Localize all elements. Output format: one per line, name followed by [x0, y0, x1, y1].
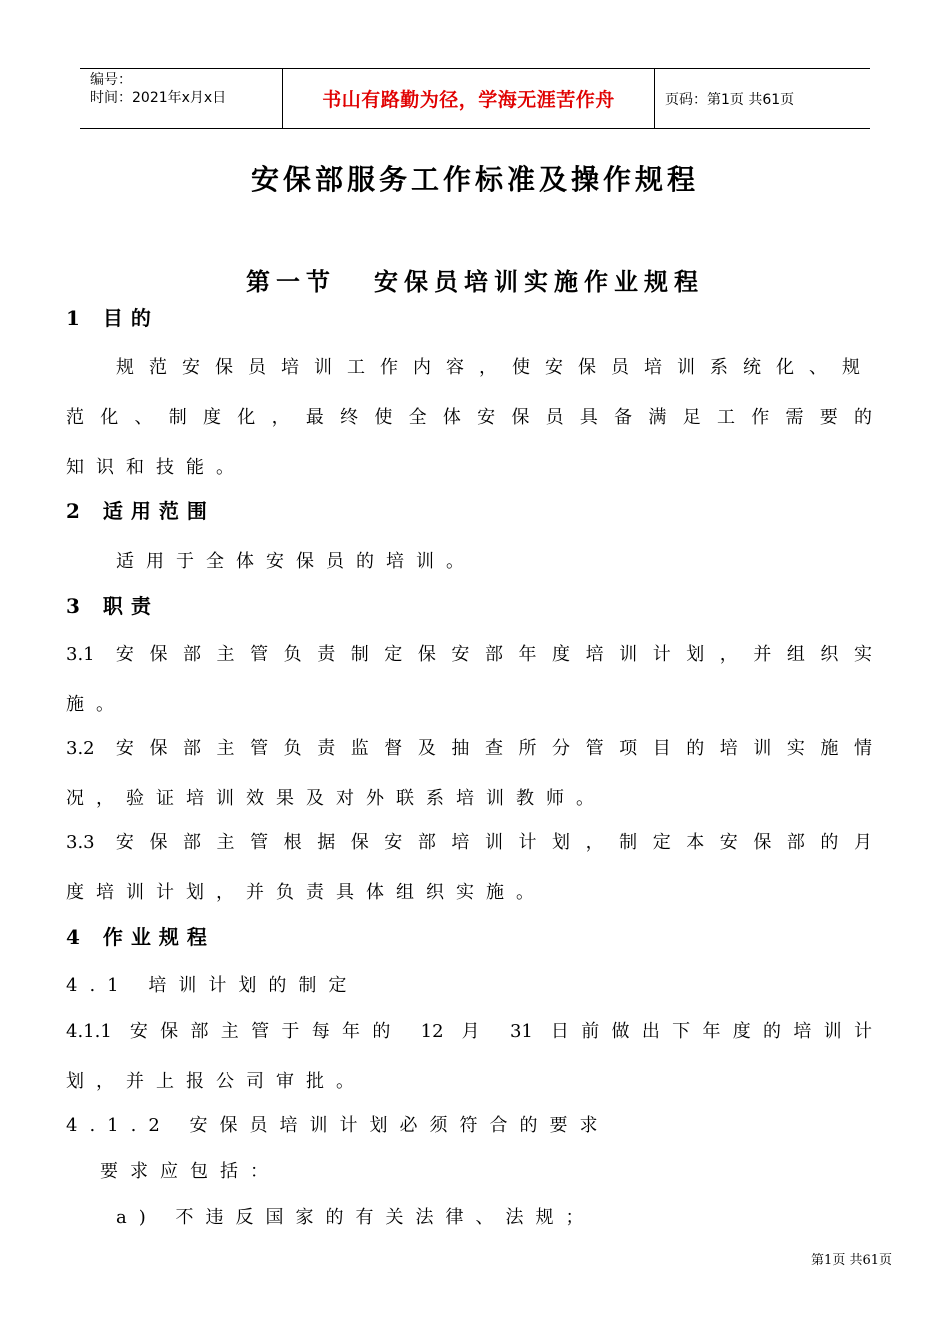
duty-1-line-2: 施。 — [66, 694, 126, 715]
header-motto: 书山有路勤为径，学海无涯苦作舟 — [322, 89, 615, 111]
requirements-intro: 要求应包括： — [100, 1161, 280, 1182]
purpose-line-2: 范化、制度化，最终使全体安保员具备满足工作需要的 — [66, 407, 872, 428]
page-header — [80, 68, 870, 129]
purpose-line-3: 知识和技能。 — [66, 457, 246, 478]
page-footer: 第1页 共61页 — [811, 1253, 892, 1268]
section-name: 安保员培训实施作业规程 — [374, 267, 704, 296]
duty-2-line-2: 况，验证培训效果及对外联系培训教师。 — [66, 788, 606, 809]
item-4-1: 4.1 培训计划的制定 — [66, 975, 359, 996]
heading-duties: 3 职责 — [66, 594, 159, 618]
item-4-1-2: 4.1.2 安保员培训计划必须符合的要求 — [66, 1115, 610, 1136]
requirement-a: a) 不违反国家的有关法律、法规； — [116, 1207, 596, 1228]
heading-procedures: 4 作业规程 — [66, 925, 215, 949]
document-time-label: 时间：2021年x月x日 — [90, 90, 227, 106]
header-meta — [80, 69, 282, 128]
document-title: 安保部服务工作标准及操作规程 — [250, 163, 699, 196]
duty-3-line-1: 3.3 安保部主管根据保安部培训计划，制定本安保部的月 — [66, 832, 872, 853]
section-title — [0, 262, 950, 297]
scope-text: 适用于全体安保员的培训。 — [116, 551, 476, 572]
duty-2-line-1: 3.2 安保部主管负责监督及抽查所分管项目的培训实施情 — [66, 738, 872, 759]
item-4-1-1-line-1: 4.1.1 安保部主管于每年的 12 月 31 日前做出下年度的培训计 — [66, 1021, 872, 1042]
heading-purpose: 1 目的 — [66, 306, 159, 330]
duty-3-line-2: 度培训计划，并负责具体组织实施。 — [66, 882, 546, 903]
section-number: 第一节 — [246, 267, 336, 296]
heading-scope: 2 适用范围 — [66, 499, 215, 523]
header-motto-cell — [282, 69, 655, 128]
purpose-line-1: 规范安保员培训工作内容，使安保员培训系统化、规 — [116, 357, 872, 378]
header-page-info: 页码：第1页 共61页 — [665, 91, 795, 108]
item-4-1-1-line-2: 划，并上报公司审批。 — [66, 1071, 366, 1092]
document-number-label: 编号： — [90, 72, 132, 88]
duty-1-line-1: 3.1 安保部主管负责制定保安部年度培训计划，并组织实 — [66, 644, 872, 665]
